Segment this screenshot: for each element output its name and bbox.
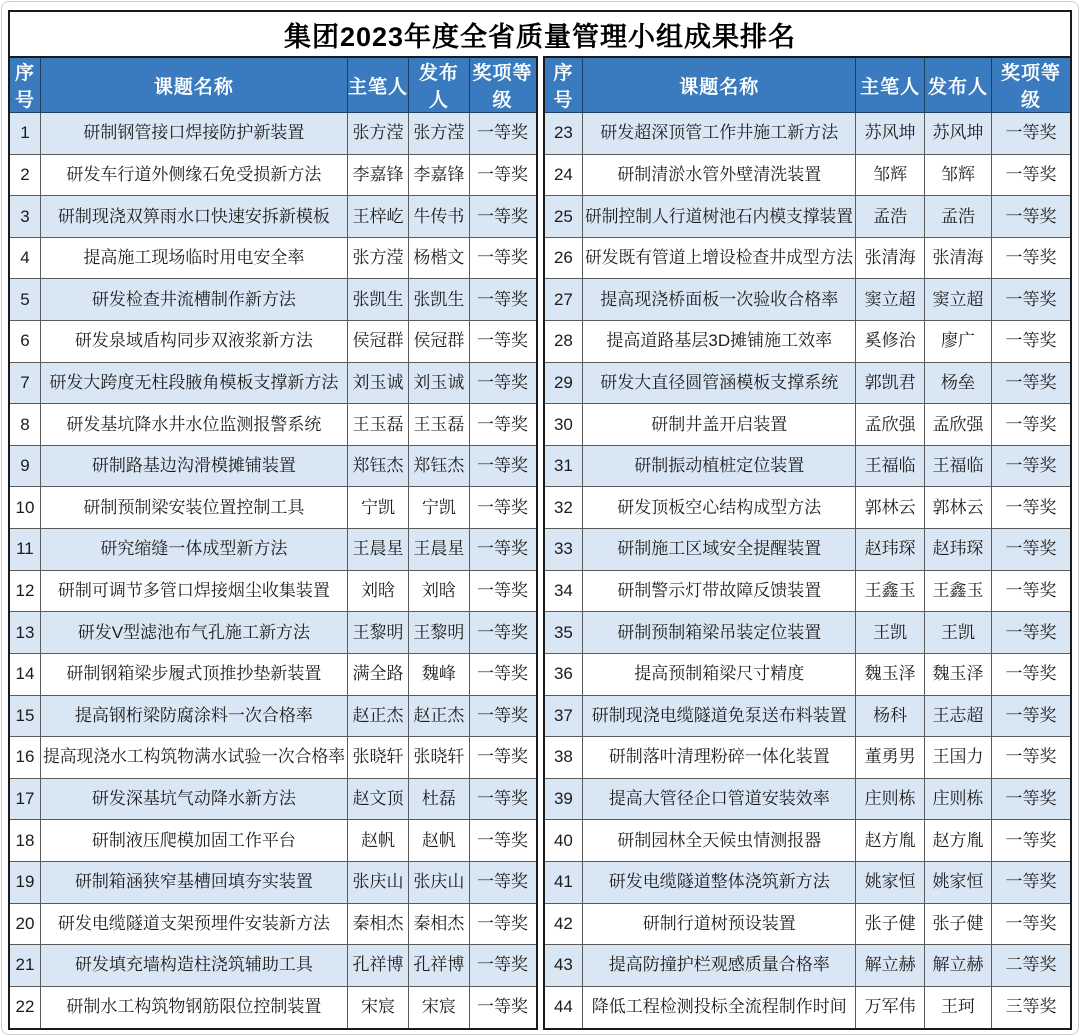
publisher-cell: 郑钰杰 — [409, 445, 469, 487]
table-row — [9, 196, 537, 238]
column-header-serial: 序号 — [544, 57, 583, 113]
table-row — [9, 279, 537, 321]
table-row — [544, 362, 1072, 404]
publisher-cell: 王黎明 — [409, 612, 469, 654]
table-row — [544, 445, 1072, 487]
award-cell: 一等奖 — [992, 321, 1071, 363]
author-cell: 郭凯君 — [856, 362, 925, 404]
table-row — [9, 612, 537, 654]
award-cell: 一等奖 — [469, 820, 536, 862]
topic-cell: 研发既有管道上增设检查井成型方法 — [583, 237, 856, 279]
award-cell: 三等奖 — [992, 986, 1071, 1029]
publisher-cell: 刘玉诚 — [409, 362, 469, 404]
serial-cell: 39 — [544, 778, 583, 820]
topic-cell: 研制预制箱梁吊装定位装置 — [583, 612, 856, 654]
column-header-author: 主笔人 — [347, 57, 408, 113]
award-cell: 一等奖 — [992, 778, 1071, 820]
table-row — [544, 612, 1072, 654]
serial-cell: 7 — [9, 362, 40, 404]
topic-cell: 研制行道树预设装置 — [583, 903, 856, 945]
award-cell: 一等奖 — [992, 695, 1071, 737]
ranking-table-right — [543, 56, 1073, 1030]
author-cell: 庄则栋 — [856, 778, 925, 820]
serial-cell: 1 — [9, 113, 40, 155]
serial-cell: 41 — [544, 861, 583, 903]
award-cell: 一等奖 — [992, 820, 1071, 862]
serial-cell: 40 — [544, 820, 583, 862]
serial-cell: 2 — [9, 154, 40, 196]
topic-cell: 研发车行道外侧缘石免受损新方法 — [40, 154, 347, 196]
author-cell: 孟欣强 — [856, 404, 925, 446]
publisher-cell: 魏峰 — [409, 653, 469, 695]
award-cell: 一等奖 — [992, 154, 1071, 196]
author-cell: 李嘉锋 — [347, 154, 408, 196]
column-header-award: 奖项等级 — [469, 57, 536, 113]
author-cell: 赵玮琛 — [856, 529, 925, 571]
serial-cell: 33 — [544, 529, 583, 571]
table-row — [544, 487, 1072, 529]
table-row — [544, 737, 1072, 779]
column-header-author: 主笔人 — [856, 57, 925, 113]
table-row — [9, 362, 537, 404]
publisher-cell: 王福临 — [924, 445, 991, 487]
award-cell: 一等奖 — [469, 778, 536, 820]
serial-cell: 35 — [544, 612, 583, 654]
serial-cell: 5 — [9, 279, 40, 321]
award-cell: 一等奖 — [992, 279, 1071, 321]
topic-cell: 研制现浇电缆隧道免泵送布料装置 — [583, 695, 856, 737]
serial-cell: 6 — [9, 321, 40, 363]
table-row — [544, 196, 1072, 238]
serial-cell: 11 — [9, 529, 40, 571]
table-row — [544, 695, 1072, 737]
publisher-cell: 孟欣强 — [924, 404, 991, 446]
author-cell: 张子健 — [856, 903, 925, 945]
table-row — [9, 986, 537, 1029]
author-cell: 张方滢 — [347, 113, 408, 155]
author-cell: 苏风坤 — [856, 113, 925, 155]
publisher-cell: 郭林云 — [924, 487, 991, 529]
publisher-cell: 庄则栋 — [924, 778, 991, 820]
award-cell: 一等奖 — [469, 321, 536, 363]
award-cell: 一等奖 — [992, 861, 1071, 903]
topic-cell: 提高现浇桥面板一次验收合格率 — [583, 279, 856, 321]
author-cell: 解立赫 — [856, 945, 925, 987]
serial-cell: 12 — [9, 570, 40, 612]
publisher-cell: 赵帆 — [409, 820, 469, 862]
topic-cell: 研发检查井流槽制作新方法 — [40, 279, 347, 321]
publisher-cell: 张凯生 — [409, 279, 469, 321]
award-cell: 一等奖 — [469, 237, 536, 279]
table-row — [544, 945, 1072, 987]
award-cell: 一等奖 — [992, 404, 1071, 446]
table-row — [9, 445, 537, 487]
topic-cell: 提高大管径企口管道安装效率 — [583, 778, 856, 820]
author-cell: 秦相杰 — [347, 903, 408, 945]
topic-cell: 研制现浇双箅雨水口快速安拆新模板 — [40, 196, 347, 238]
table-row — [9, 820, 537, 862]
topic-cell: 研制钢管接口焊接防护新装置 — [40, 113, 347, 155]
publisher-cell: 王凯 — [924, 612, 991, 654]
publisher-cell: 张清海 — [924, 237, 991, 279]
column-header-topic: 课题名称 — [583, 57, 856, 113]
award-cell: 一等奖 — [992, 903, 1071, 945]
author-cell: 王晨星 — [347, 529, 408, 571]
publisher-cell: 姚家恒 — [924, 861, 991, 903]
award-cell: 一等奖 — [469, 695, 536, 737]
topic-cell: 研发填充墙构造柱浇筑辅助工具 — [40, 945, 347, 987]
author-cell: 张方滢 — [347, 237, 408, 279]
award-cell: 一等奖 — [469, 653, 536, 695]
table-row — [9, 321, 537, 363]
table-row — [544, 529, 1072, 571]
publisher-cell: 王志超 — [924, 695, 991, 737]
publisher-cell: 王玉磊 — [409, 404, 469, 446]
author-cell: 赵文顶 — [347, 778, 408, 820]
topic-cell: 提高预制箱梁尺寸精度 — [583, 653, 856, 695]
award-cell: 一等奖 — [469, 362, 536, 404]
table-row — [544, 861, 1072, 903]
serial-cell: 31 — [544, 445, 583, 487]
serial-cell: 14 — [9, 653, 40, 695]
award-cell: 一等奖 — [992, 196, 1071, 238]
ranking-sheet — [8, 10, 1072, 1030]
award-cell: 一等奖 — [469, 861, 536, 903]
topic-cell: 提高钢桁梁防腐涂料一次合格率 — [40, 695, 347, 737]
topic-cell: 研制园林全天候虫情测报器 — [583, 820, 856, 862]
serial-cell: 30 — [544, 404, 583, 446]
serial-cell: 25 — [544, 196, 583, 238]
table-row — [9, 653, 537, 695]
topic-cell: 提高道路基层3D摊铺施工效率 — [583, 321, 856, 363]
topic-cell: 研制振动植桩定位装置 — [583, 445, 856, 487]
serial-cell: 4 — [9, 237, 40, 279]
author-cell: 奚修治 — [856, 321, 925, 363]
tables-container — [8, 56, 1072, 1030]
topic-cell: 研制井盖开启装置 — [583, 404, 856, 446]
award-cell: 一等奖 — [469, 612, 536, 654]
publisher-cell: 刘晗 — [409, 570, 469, 612]
topic-cell: 研制施工区域安全提醒装置 — [583, 529, 856, 571]
topic-cell: 研发V型滤池布气孔施工新方法 — [40, 612, 347, 654]
award-cell: 一等奖 — [469, 737, 536, 779]
topic-cell: 研发顶板空心结构成型方法 — [583, 487, 856, 529]
serial-cell: 27 — [544, 279, 583, 321]
table-row — [544, 404, 1072, 446]
publisher-cell: 王珂 — [924, 986, 991, 1029]
award-cell: 一等奖 — [469, 113, 536, 155]
table-row — [9, 237, 537, 279]
topic-cell: 研发深基坑气动降水新方法 — [40, 778, 347, 820]
serial-cell: 21 — [9, 945, 40, 987]
header-row — [544, 57, 1072, 113]
serial-cell: 42 — [544, 903, 583, 945]
author-cell: 刘晗 — [347, 570, 408, 612]
author-cell: 万军伟 — [856, 986, 925, 1029]
author-cell: 宋宸 — [347, 986, 408, 1029]
topic-cell: 研制清淤水管外壁清洗装置 — [583, 154, 856, 196]
publisher-cell: 侯冠群 — [409, 321, 469, 363]
topic-cell: 研制液压爬模加固工作平台 — [40, 820, 347, 862]
publisher-cell: 王国力 — [924, 737, 991, 779]
table-row — [9, 695, 537, 737]
table-row — [9, 570, 537, 612]
serial-cell: 22 — [9, 986, 40, 1029]
topic-cell: 研制落叶清理粉碎一体化装置 — [583, 737, 856, 779]
author-cell: 刘玉诚 — [347, 362, 408, 404]
award-cell: 一等奖 — [469, 570, 536, 612]
publisher-cell: 赵正杰 — [409, 695, 469, 737]
topic-cell: 提高施工现场临时用电安全率 — [40, 237, 347, 279]
table-row — [9, 737, 537, 779]
ranking-table-left — [8, 56, 538, 1030]
topic-cell: 研发电缆隧道整体浇筑新方法 — [583, 861, 856, 903]
table-row — [544, 154, 1072, 196]
author-cell: 郭林云 — [856, 487, 925, 529]
topic-cell: 研制水工构筑物钢筋限位控制装置 — [40, 986, 347, 1029]
serial-cell: 10 — [9, 487, 40, 529]
publisher-cell: 窦立超 — [924, 279, 991, 321]
table-row — [544, 279, 1072, 321]
author-cell: 王玉磊 — [347, 404, 408, 446]
author-cell: 张清海 — [856, 237, 925, 279]
publisher-cell: 张庆山 — [409, 861, 469, 903]
publisher-cell: 宁凯 — [409, 487, 469, 529]
publisher-cell: 赵方胤 — [924, 820, 991, 862]
author-cell: 侯冠群 — [347, 321, 408, 363]
serial-cell: 29 — [544, 362, 583, 404]
topic-cell: 研制预制梁安装位置控制工具 — [40, 487, 347, 529]
publisher-cell: 秦相杰 — [409, 903, 469, 945]
table-row — [544, 113, 1072, 155]
author-cell: 赵正杰 — [347, 695, 408, 737]
author-cell: 魏玉泽 — [856, 653, 925, 695]
table-row — [9, 861, 537, 903]
publisher-cell: 孔祥博 — [409, 945, 469, 987]
topic-cell: 研发大跨度无柱段腋角模板支撑新方法 — [40, 362, 347, 404]
author-cell: 孟浩 — [856, 196, 925, 238]
topic-cell: 研究缩缝一体成型新方法 — [40, 529, 347, 571]
table-row — [9, 945, 537, 987]
serial-cell: 17 — [9, 778, 40, 820]
table-row — [9, 404, 537, 446]
publisher-cell: 王晨星 — [409, 529, 469, 571]
award-cell: 一等奖 — [469, 903, 536, 945]
serial-cell: 8 — [9, 404, 40, 446]
table-row — [544, 778, 1072, 820]
award-cell: 一等奖 — [992, 237, 1071, 279]
publisher-cell: 解立赫 — [924, 945, 991, 987]
publisher-cell: 杜磊 — [409, 778, 469, 820]
column-header-award: 奖项等级 — [992, 57, 1071, 113]
column-header-topic: 课题名称 — [40, 57, 347, 113]
serial-cell: 44 — [544, 986, 583, 1029]
serial-cell: 13 — [9, 612, 40, 654]
award-cell: 一等奖 — [469, 404, 536, 446]
page-title: 集团2023年度全省质量管理小组成果排名 — [8, 10, 1072, 56]
serial-cell: 23 — [544, 113, 583, 155]
serial-cell: 18 — [9, 820, 40, 862]
publisher-cell: 王鑫玉 — [924, 570, 991, 612]
author-cell: 王福临 — [856, 445, 925, 487]
author-cell: 宁凯 — [347, 487, 408, 529]
publisher-cell: 李嘉锋 — [409, 154, 469, 196]
publisher-cell: 宋宸 — [409, 986, 469, 1029]
table-row — [544, 986, 1072, 1029]
author-cell: 满全路 — [347, 653, 408, 695]
column-header-serial: 序号 — [9, 57, 40, 113]
serial-cell: 26 — [544, 237, 583, 279]
topic-cell: 提高防撞护栏观感质量合格率 — [583, 945, 856, 987]
table-row — [544, 237, 1072, 279]
author-cell: 窦立超 — [856, 279, 925, 321]
serial-cell: 19 — [9, 861, 40, 903]
serial-cell: 37 — [544, 695, 583, 737]
table-row — [9, 903, 537, 945]
column-header-publisher: 发布人 — [409, 57, 469, 113]
award-cell: 一等奖 — [469, 445, 536, 487]
award-cell: 一等奖 — [469, 279, 536, 321]
author-cell: 杨科 — [856, 695, 925, 737]
author-cell: 王黎明 — [347, 612, 408, 654]
topic-cell: 研制可调节多管口焊接烟尘收集装置 — [40, 570, 347, 612]
award-cell: 二等奖 — [992, 945, 1071, 987]
serial-cell: 28 — [544, 321, 583, 363]
topic-cell: 提高现浇水工构筑物满水试验一次合格率 — [40, 737, 347, 779]
table-row — [9, 778, 537, 820]
topic-cell: 降低工程检测投标全流程制作时间 — [583, 986, 856, 1029]
author-cell: 董勇男 — [856, 737, 925, 779]
award-cell: 一等奖 — [992, 529, 1071, 571]
table-row — [544, 653, 1072, 695]
award-cell: 一等奖 — [469, 945, 536, 987]
serial-cell: 34 — [544, 570, 583, 612]
serial-cell: 20 — [9, 903, 40, 945]
author-cell: 王凯 — [856, 612, 925, 654]
table-row — [544, 321, 1072, 363]
topic-cell: 研发大直径圆管涵模板支撑系统 — [583, 362, 856, 404]
award-cell: 一等奖 — [469, 154, 536, 196]
table-row — [544, 570, 1072, 612]
publisher-cell: 孟浩 — [924, 196, 991, 238]
topic-cell: 研发基坑降水井水位监测报警系统 — [40, 404, 347, 446]
publisher-cell: 杨垒 — [924, 362, 991, 404]
table-row — [544, 820, 1072, 862]
author-cell: 郑钰杰 — [347, 445, 408, 487]
column-header-publisher: 发布人 — [924, 57, 991, 113]
award-cell: 一等奖 — [992, 737, 1071, 779]
author-cell: 邹辉 — [856, 154, 925, 196]
topic-cell: 研制路基边沟滑模摊铺装置 — [40, 445, 347, 487]
serial-cell: 16 — [9, 737, 40, 779]
author-cell: 张凯生 — [347, 279, 408, 321]
header-row — [9, 57, 537, 113]
topic-cell: 研制箱涵狭窄基槽回填夯实装置 — [40, 861, 347, 903]
table-row — [9, 529, 537, 571]
award-cell: 一等奖 — [469, 196, 536, 238]
author-cell: 张晓轩 — [347, 737, 408, 779]
publisher-cell: 苏风坤 — [924, 113, 991, 155]
table-row — [9, 154, 537, 196]
author-cell: 王鑫玉 — [856, 570, 925, 612]
award-cell: 一等奖 — [992, 487, 1071, 529]
author-cell: 王梓屹 — [347, 196, 408, 238]
serial-cell: 38 — [544, 737, 583, 779]
topic-cell: 研发电缆隧道支架预埋件安装新方法 — [40, 903, 347, 945]
award-cell: 一等奖 — [992, 445, 1071, 487]
award-cell: 一等奖 — [992, 612, 1071, 654]
topic-cell: 研制钢箱梁步履式顶推抄垫新装置 — [40, 653, 347, 695]
publisher-cell: 杨楷文 — [409, 237, 469, 279]
topic-cell: 研制控制人行道树池石内模支撑装置 — [583, 196, 856, 238]
publisher-cell: 张子健 — [924, 903, 991, 945]
topic-cell: 研制警示灯带故障反馈装置 — [583, 570, 856, 612]
publisher-cell: 牛传书 — [409, 196, 469, 238]
award-cell: 一等奖 — [992, 570, 1071, 612]
award-cell: 一等奖 — [469, 487, 536, 529]
author-cell: 姚家恒 — [856, 861, 925, 903]
author-cell: 张庆山 — [347, 861, 408, 903]
award-cell: 一等奖 — [992, 113, 1071, 155]
serial-cell: 36 — [544, 653, 583, 695]
serial-cell: 32 — [544, 487, 583, 529]
award-cell: 一等奖 — [469, 986, 536, 1029]
author-cell: 孔祥博 — [347, 945, 408, 987]
author-cell: 赵帆 — [347, 820, 408, 862]
table-row — [9, 487, 537, 529]
publisher-cell: 魏玉泽 — [924, 653, 991, 695]
serial-cell: 43 — [544, 945, 583, 987]
serial-cell: 15 — [9, 695, 40, 737]
serial-cell: 9 — [9, 445, 40, 487]
publisher-cell: 廖广 — [924, 321, 991, 363]
publisher-cell: 赵玮琛 — [924, 529, 991, 571]
topic-cell: 研发泉域盾构同步双液浆新方法 — [40, 321, 347, 363]
publisher-cell: 张晓轩 — [409, 737, 469, 779]
serial-cell: 24 — [544, 154, 583, 196]
award-cell: 一等奖 — [992, 362, 1071, 404]
table-row — [544, 903, 1072, 945]
author-cell: 赵方胤 — [856, 820, 925, 862]
serial-cell: 3 — [9, 196, 40, 238]
award-cell: 一等奖 — [469, 529, 536, 571]
award-cell: 一等奖 — [992, 653, 1071, 695]
topic-cell: 研发超深顶管工作井施工新方法 — [583, 113, 856, 155]
table-row — [9, 113, 537, 155]
publisher-cell: 邹辉 — [924, 154, 991, 196]
publisher-cell: 张方滢 — [409, 113, 469, 155]
